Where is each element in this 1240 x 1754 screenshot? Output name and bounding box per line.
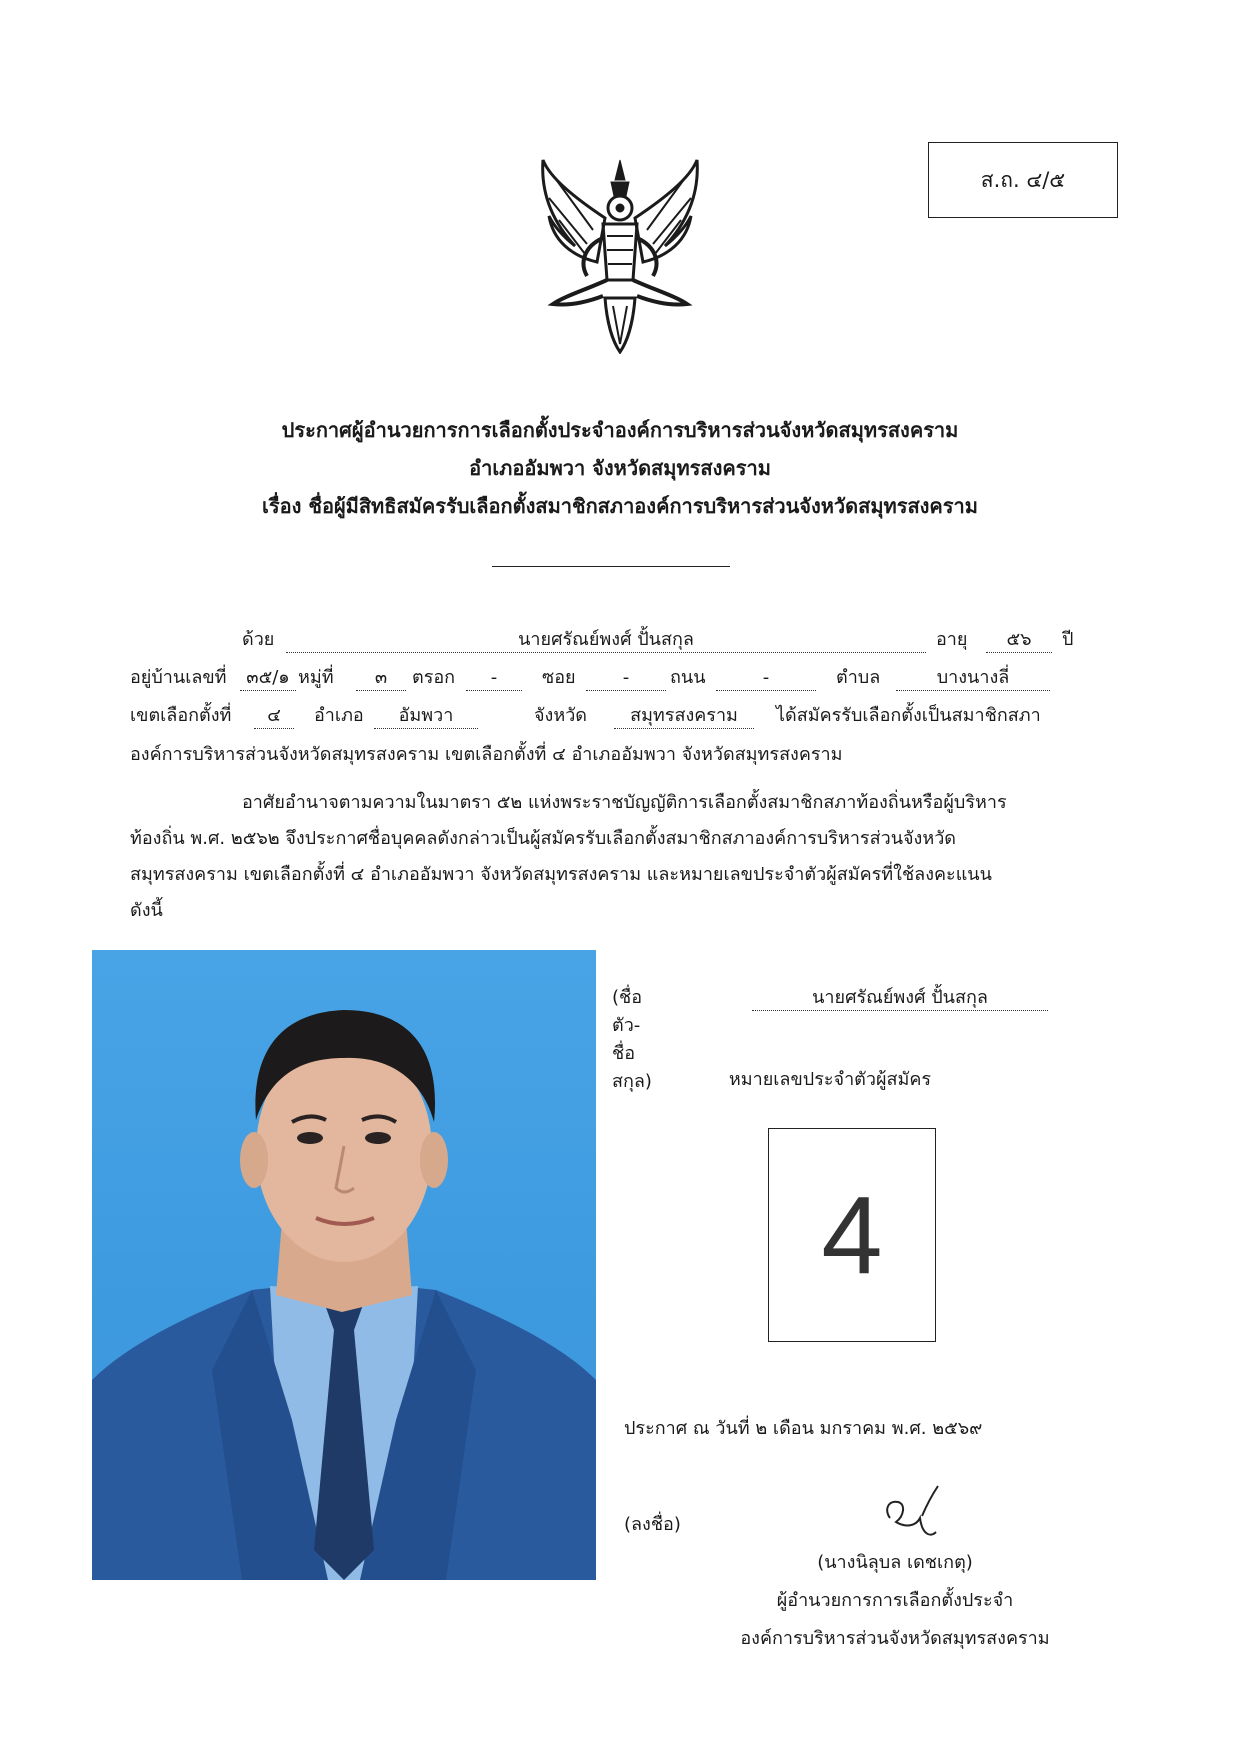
header-location: อำเภออัมพวา จังหวัดสมุทรสงคราม [469, 456, 771, 480]
header-divider [492, 566, 730, 567]
header-title: ประกาศผู้อำนวยการการเลือกตั้งประจำองค์การบริหารส่วนจังหวัดสมุทรสงคราม [281, 418, 959, 442]
detail-row-name [130, 626, 1096, 660]
candidate-photo [92, 950, 596, 1580]
candidate-portrait [92, 950, 596, 1580]
body-line-2: ท้องถิ่น พ.ศ. ๒๕๖๒ จึงประกาศชื่อบุคคลดังกล่าวเป็นผู้สมัครรับเลือกตั้งสมาชิกสภาองค์การบริหารส่วนจังหวัด [130, 828, 956, 849]
signer-name: (นางนิลุบล เดชเกตุ) [817, 1552, 973, 1573]
house-label: อยู่บ้านเลขที่ [130, 667, 227, 688]
name-label: (ชื่อตัว-ชื่อสกุล) [612, 987, 652, 1092]
candidate-name-field: นายศรัณย์พงศ์ ปั้นสกุล [286, 626, 926, 653]
body-line-1: อาศัยอำนาจตามความในมาตรา ๕๒ แห่งพระราชบัญญัติการเลือกตั้งสมาชิกสภาท้องถิ่นหรือผู้บริหาร [242, 792, 1007, 813]
age-label: อายุ [936, 629, 968, 650]
form-code-box [928, 142, 1118, 218]
signature-icon [876, 1482, 946, 1542]
district-no-field: ๔ [254, 702, 294, 729]
announcement-date: ประกาศ ณ วันที่ ๒ เดือน มกราคม พ.ศ. ๒๕๖๙ [624, 1418, 983, 1439]
years-label: ปี [1062, 629, 1074, 650]
header-subject: เรื่อง ชื่อผู้มีสิทธิสมัครรับเลือกตั้งสมาชิกสภาองค์การบริหารส่วนจังหวัดสมุทรสงคราม [262, 494, 978, 518]
candidate-number: 4 [821, 1173, 883, 1297]
candidate-card-name: นายศรัณย์พงศ์ ปั้นสกุล [752, 984, 1048, 1011]
district-no-label: เขตเลือกตั้งที่ [130, 705, 232, 726]
candidate-number-box [768, 1128, 936, 1342]
body-line-3: สมุทรสงคราม เขตเลือกตั้งที่ ๔ อำเภออัมพวา จังหวัดสมุทรสงคราม และหมายเลขประจำตัวผู้สมัครที่ใช้ลงคะแนน [130, 864, 992, 885]
province-label: จังหวัด [534, 705, 587, 726]
trok-label: ตรอก [412, 667, 456, 688]
tambon-label: ตำบล [836, 667, 881, 688]
sign-label: (ลงชื่อ) [624, 1514, 681, 1535]
tambon-field: บางนางลี่ [896, 664, 1050, 691]
soi-label: ซอย [542, 667, 576, 688]
body-line-4: ดังนี้ [130, 900, 163, 921]
road-label: ถนน [670, 667, 706, 688]
amphoe-field: อัมพวา [374, 702, 478, 729]
soi-field: - [586, 664, 666, 691]
by-label: ด้วย [242, 629, 275, 650]
applied-text: ได้สมัครรับเลือกตั้งเป็นสมาชิกสภา [776, 705, 1041, 726]
garuda-emblem-icon [535, 158, 705, 354]
age-field: ๕๖ [986, 626, 1052, 653]
detail-line-4: องค์การบริหารส่วนจังหวัดสมุทรสงคราม เขตเลือกตั้งที่ ๔ อำเภออัมพวา จังหวัดสมุทรสงคราม [130, 744, 843, 765]
province-field: สมุทรสงคราม [614, 702, 754, 729]
detail-row-district [130, 702, 1096, 736]
detail-row-address [130, 664, 1096, 698]
amphoe-label: อำเภอ [314, 705, 364, 726]
form-code: ส.ถ. ๔/๕ [980, 167, 1066, 192]
road-field: - [716, 664, 816, 691]
moo-label: หมู่ที่ [298, 667, 334, 688]
signer-title-1: ผู้อำนวยการการเลือกตั้งประจำ [776, 1590, 1014, 1611]
moo-field: ๓ [356, 664, 406, 691]
candidate-number-heading: หมายเลขประจำตัวผู้สมัคร [728, 1069, 932, 1090]
trok-field: - [466, 664, 522, 691]
house-no-field: ๓๕/๑ [240, 664, 296, 691]
signer-title-2: องค์การบริหารส่วนจังหวัดสมุทรสงคราม [740, 1628, 1050, 1649]
